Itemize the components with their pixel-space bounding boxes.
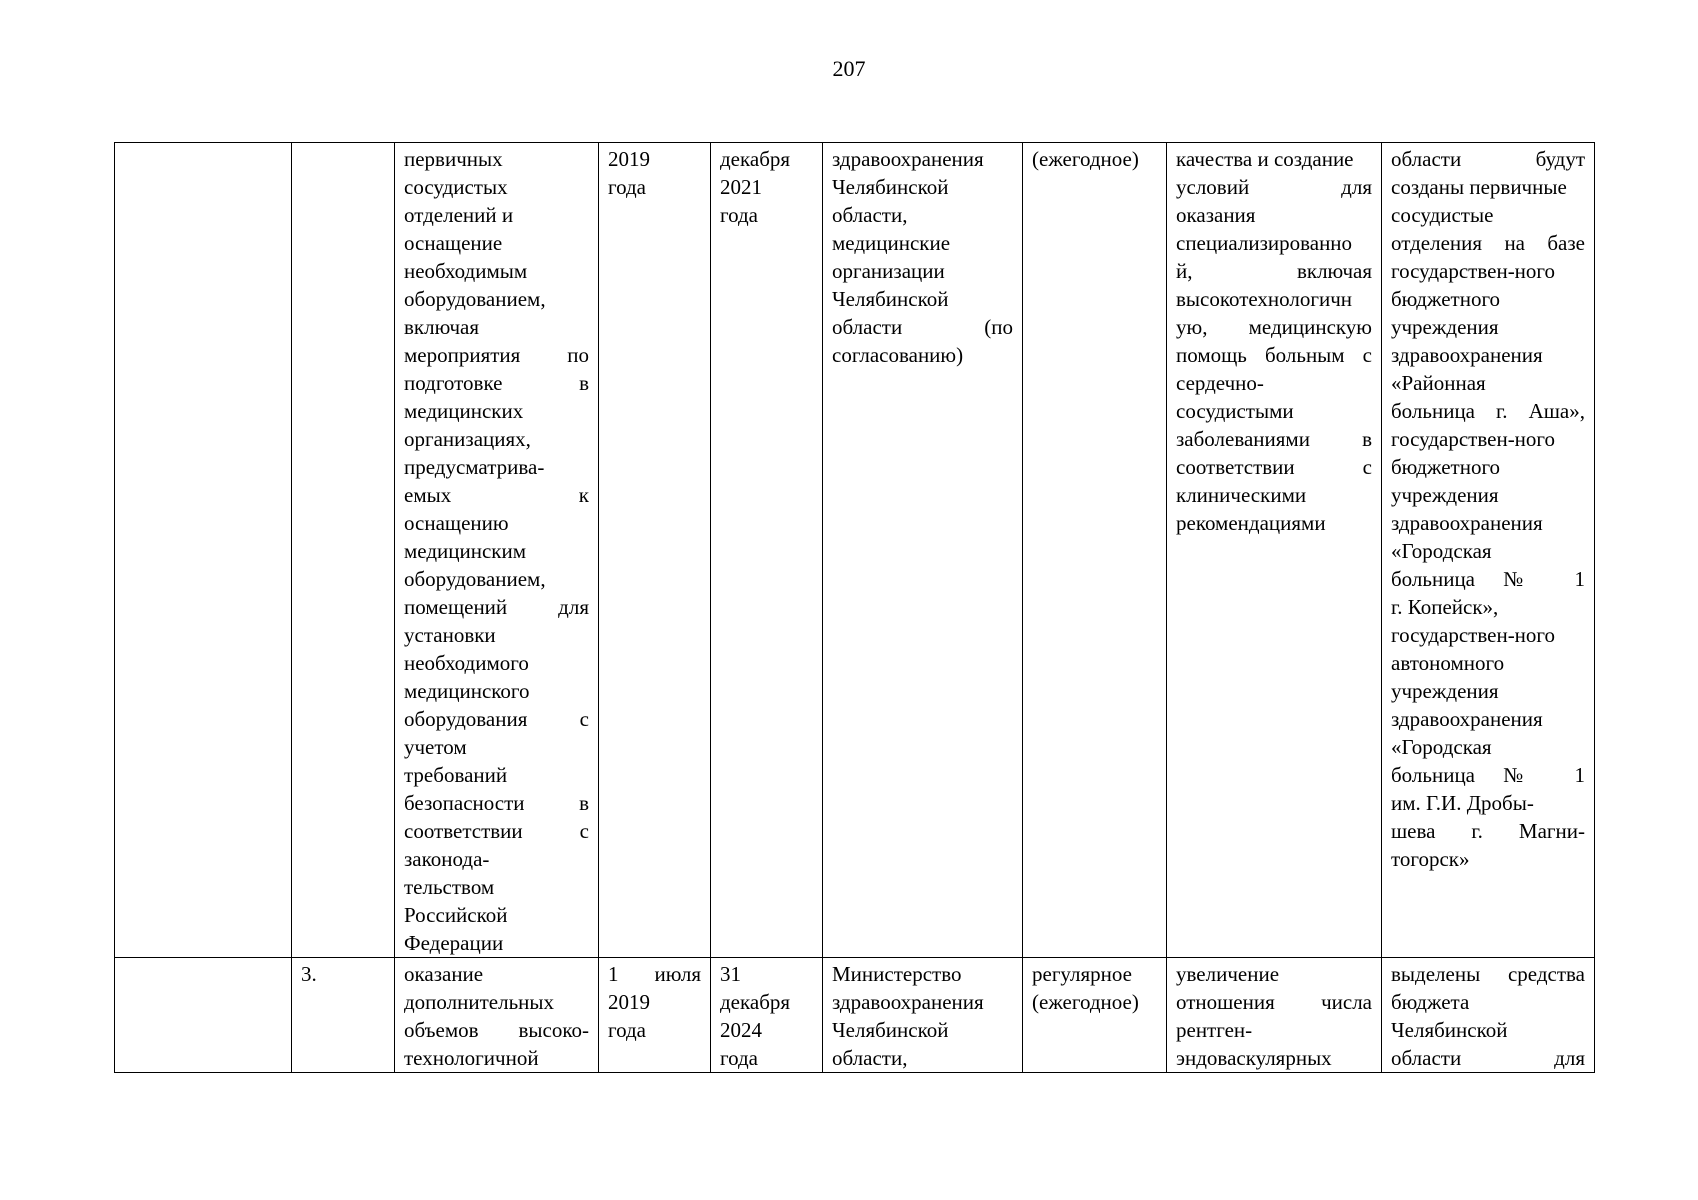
cell-line: Челябинской xyxy=(1391,1018,1508,1042)
cell-line: 2024 xyxy=(720,1018,762,1042)
cell-line: отношения числа xyxy=(1176,990,1372,1014)
indicator-cell xyxy=(1382,143,1595,958)
cell-line: здравоохранения xyxy=(1391,707,1543,731)
cell-line: здравоохранения xyxy=(1391,511,1543,535)
cell-line: первичных xyxy=(404,147,503,171)
cell-line: мероприятия по xyxy=(404,343,589,367)
cell-line: больница № 1 xyxy=(1391,567,1585,591)
indicator-cell xyxy=(1382,958,1595,1073)
cell-line: здравоохранения xyxy=(832,990,984,1014)
type-cell xyxy=(1023,958,1167,1073)
cell-line: учреждения xyxy=(1391,679,1499,703)
event-cell xyxy=(395,143,599,958)
cell-line: г. Копейск», xyxy=(1391,595,1499,619)
cell-line: отделений и xyxy=(404,203,514,227)
cell-line: года xyxy=(720,1046,758,1070)
cell-line: качества и создание xyxy=(1176,147,1354,171)
cell-line: тогорск» xyxy=(1391,847,1470,871)
cell-line: «Городская xyxy=(1391,539,1492,563)
cell-line: государствен-ного xyxy=(1391,259,1556,283)
cell-line: предусматрива- xyxy=(404,455,545,479)
cell-line: (ежегодное) xyxy=(1032,147,1139,171)
cell-line: необходимым xyxy=(404,259,528,283)
responsible-cell xyxy=(823,958,1023,1073)
cell-line: области для xyxy=(1391,1046,1585,1070)
cell-line: необходимого xyxy=(404,651,529,675)
cell-line: 2021 xyxy=(720,175,762,199)
cell-line: здравоохранения xyxy=(1391,343,1543,367)
item-number-cell xyxy=(292,143,395,958)
cell-line: оборудованием, xyxy=(404,567,546,591)
cell-line: установки xyxy=(404,623,496,647)
cell-line: автономного xyxy=(1391,651,1505,675)
cell-line: выделены средства xyxy=(1391,962,1585,986)
cell-line: эндоваскулярных xyxy=(1176,1046,1332,1070)
cell-line: дополнительных xyxy=(404,990,555,1014)
page-number: 207 xyxy=(832,56,866,81)
cell-line: рентген- xyxy=(1176,1018,1253,1042)
cell-line: медицинского xyxy=(404,679,530,703)
type-cell xyxy=(1023,143,1167,958)
cell-line: согласованию) xyxy=(832,343,964,367)
cell-line: больница № 1 xyxy=(1391,763,1585,787)
result-cell xyxy=(1167,958,1382,1073)
event-cell xyxy=(395,958,599,1073)
cell-line: года xyxy=(720,203,758,227)
cell-line: помощь больным с xyxy=(1176,343,1372,367)
empty-cell xyxy=(115,143,292,958)
cell-line: регулярное xyxy=(1032,962,1132,986)
cell-line: тельством xyxy=(404,875,495,899)
cell-line: государствен-ного xyxy=(1391,427,1556,451)
cell-line: больница г. Аша», xyxy=(1391,399,1585,423)
cell-line: 1 июля xyxy=(608,962,701,986)
cell-line: учреждения xyxy=(1391,315,1499,339)
cell-line: медицинским xyxy=(404,539,527,563)
cell-line: оказания xyxy=(1176,203,1256,227)
cell-line: подготовке в xyxy=(404,371,589,395)
result-cell xyxy=(1167,143,1382,958)
cell-line: Российской xyxy=(404,903,508,927)
cell-line: й, включая xyxy=(1176,259,1372,283)
cell-line: емых к xyxy=(404,483,589,507)
cell-line: увеличение xyxy=(1176,962,1280,986)
cell-line: Министерство xyxy=(832,962,962,986)
cell-line: условий для xyxy=(1176,175,1372,199)
cell-line: области (по xyxy=(832,315,1013,339)
cell-line: 31 xyxy=(720,962,741,986)
end-date-cell xyxy=(711,958,823,1073)
cell-line: области, xyxy=(832,203,908,227)
cell-line: созданы первичные xyxy=(1391,175,1567,199)
cell-line: организации xyxy=(832,259,945,283)
cell-line: сосудистыми xyxy=(1176,399,1294,423)
cell-line: учетом xyxy=(404,735,467,759)
cell-line: отделения на базе xyxy=(1391,231,1585,255)
cell-line: помещений для xyxy=(404,595,589,619)
cell-line: Федерации xyxy=(404,931,504,955)
cell-line: объемов высоко- xyxy=(404,1018,589,1042)
cell-line: оказание xyxy=(404,962,484,986)
cell-line: требований xyxy=(404,763,508,787)
cell-line: организациях, xyxy=(404,427,531,451)
event-lines xyxy=(404,145,589,957)
cell-line: законода- xyxy=(404,847,490,871)
cell-line: декабря xyxy=(720,990,791,1014)
cell-line: 2019 xyxy=(608,990,650,1014)
cell-line: ую, медицинскую xyxy=(1176,315,1372,339)
cell-line: сосудистые xyxy=(1391,203,1494,227)
cell-line: сердечно- xyxy=(1176,371,1264,395)
cell-line: «Городская xyxy=(1391,735,1492,759)
table-row xyxy=(115,958,1595,1073)
cell-line: области будут xyxy=(1391,147,1585,171)
cell-line: медицинские xyxy=(832,231,951,255)
cell-line: шева г. Магни- xyxy=(1391,819,1585,843)
cell-line: им. Г.И. Дробы- xyxy=(1391,791,1534,815)
cell-line: оснащению xyxy=(404,511,509,535)
cell-line: соответствии с xyxy=(404,819,589,843)
cell-line: учреждения xyxy=(1391,483,1499,507)
cell-line: технологичной xyxy=(404,1046,539,1070)
cell-line: Челябинской xyxy=(832,175,949,199)
cell-line: области, xyxy=(832,1046,908,1070)
cell-line: бюджетного xyxy=(1391,287,1501,311)
cell-line: безопасности в xyxy=(404,791,589,815)
cell-line: специализированно xyxy=(1176,231,1353,255)
start-date-cell xyxy=(599,143,711,958)
cell-line: года xyxy=(608,175,646,199)
cell-line: государствен-ного xyxy=(1391,623,1556,647)
cell-line: оборудования с xyxy=(404,707,589,731)
cell-line: «Районная xyxy=(1391,371,1486,395)
cell-line: (ежегодное) xyxy=(1032,990,1139,1014)
cell-line: года xyxy=(608,1018,646,1042)
cell-line: декабря xyxy=(720,147,791,171)
responsible-cell xyxy=(823,143,1023,958)
cell-line: бюджетного xyxy=(1391,455,1501,479)
cell-line: оснащение xyxy=(404,231,503,255)
cell-line: сосудистых xyxy=(404,175,508,199)
empty-cell xyxy=(115,958,292,1073)
cell-line: клиническими xyxy=(1176,483,1307,507)
cell-line: рекомендациями xyxy=(1176,511,1326,535)
cell-line: здравоохранения xyxy=(832,147,984,171)
cell-line: Челябинской xyxy=(832,287,949,311)
cell-line: 2019 xyxy=(608,147,650,171)
cell-line: соответствии с xyxy=(1176,455,1372,479)
item-number-cell: 3. xyxy=(292,958,395,1073)
cell-line: медицинских xyxy=(404,399,524,423)
cell-line: бюджета xyxy=(1391,990,1470,1014)
table-row xyxy=(115,143,1595,958)
cell-line: Челябинской xyxy=(832,1018,949,1042)
start-date-cell xyxy=(599,958,711,1073)
cell-line: оборудованием, xyxy=(404,287,546,311)
cell-line: включая xyxy=(404,315,480,339)
measures-table xyxy=(114,142,1595,1073)
end-date-cell xyxy=(711,143,823,958)
cell-line: заболеваниями в xyxy=(1176,427,1372,451)
cell-line: высокотехнологичн xyxy=(1176,287,1353,311)
